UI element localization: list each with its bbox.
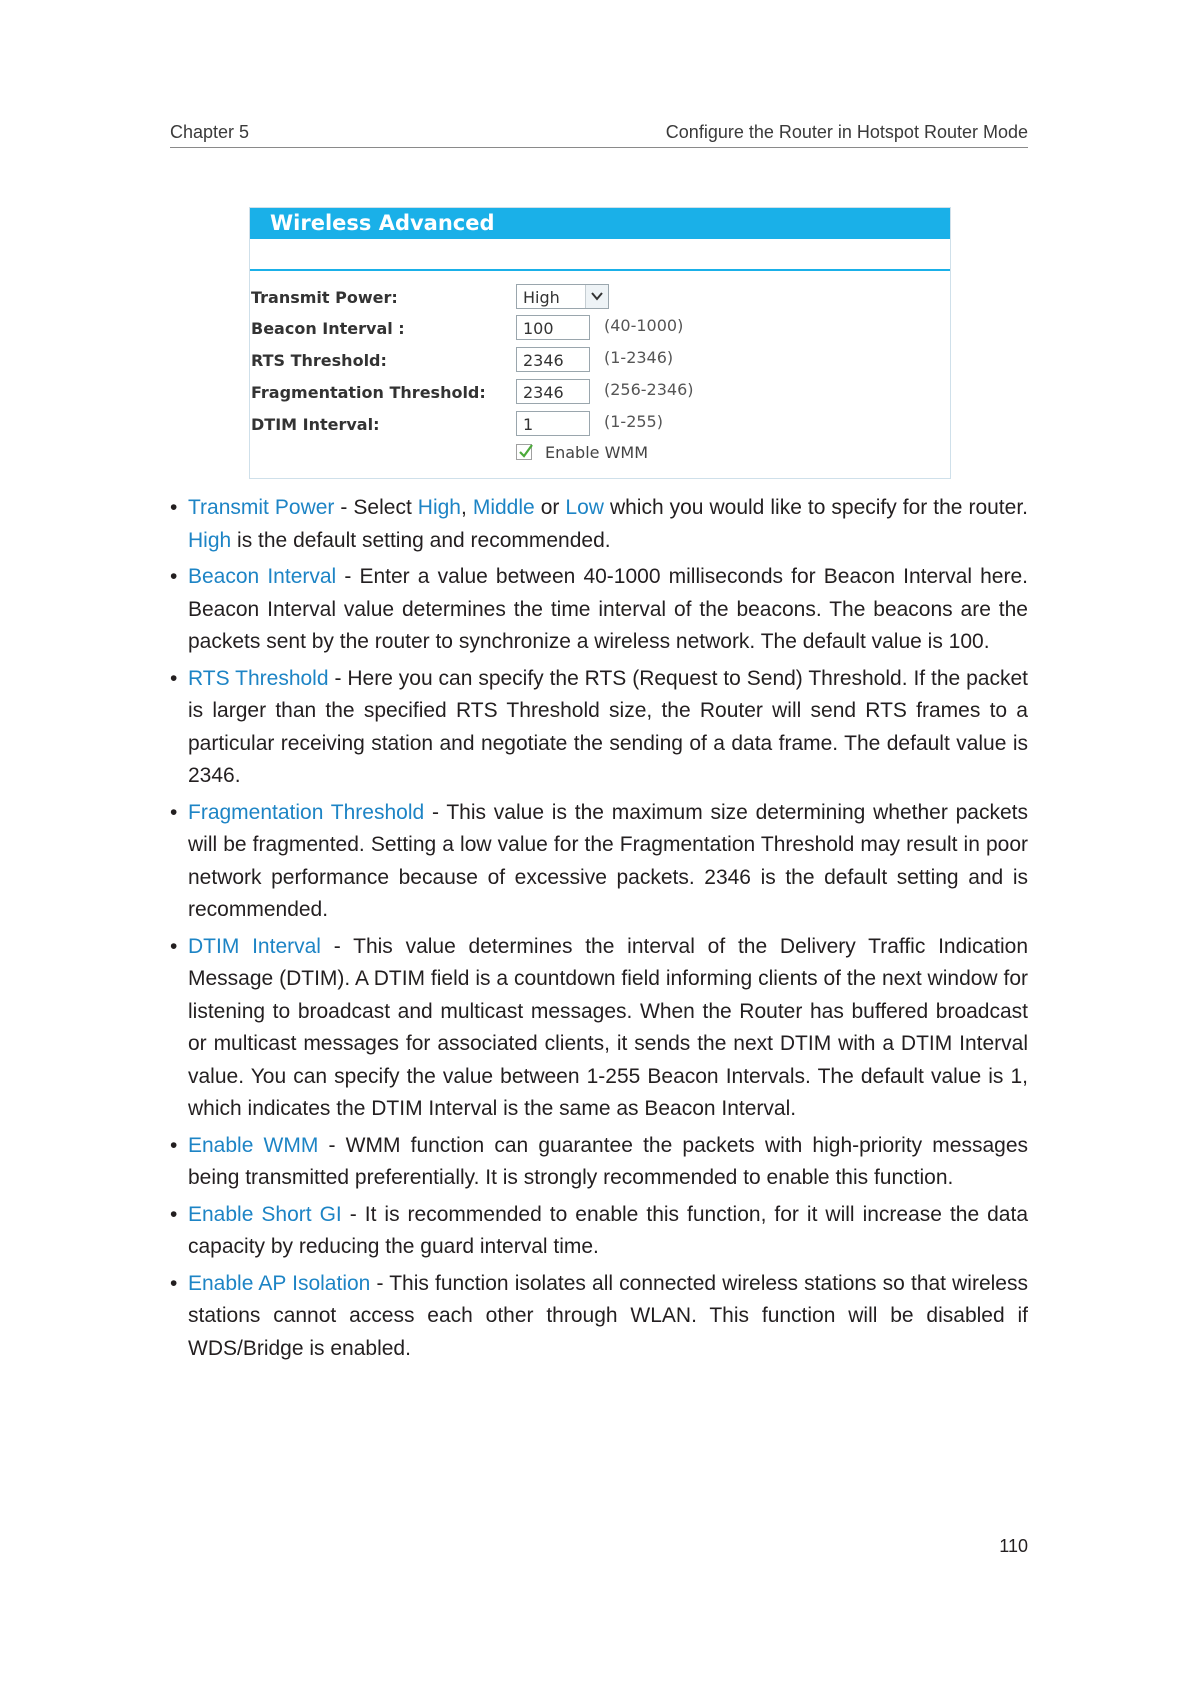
term-beacon-interval: Beacon Interval <box>188 565 337 588</box>
rts-threshold-range: (1-2346) <box>604 348 674 367</box>
fragmentation-threshold-row <box>250 379 950 405</box>
item-text: - This value is the maximum size determining whether packets will be fragmented. Setting a low value for the Fragmentation Threshold may result in poor network performance because of excessive packets. 2346 is the default setting and is recommended. <box>188 800 1028 921</box>
list-item-rts-threshold <box>170 663 1028 793</box>
item-text: - This function isolates all connected wireless stations so that wireless stations cannot access each other through WLAN. This function will be disabled if WDS/Bridge is enabled. <box>188 1271 1028 1360</box>
item-text: - Select <box>334 496 418 519</box>
bullet: • <box>170 496 178 519</box>
beacon-interval-row <box>250 315 950 341</box>
bullet: • <box>170 934 178 958</box>
rts-threshold-input[interactable]: 2346 <box>516 347 590 372</box>
beacon-interval-label: Beacon Interval : <box>251 319 405 338</box>
term-fragmentation-threshold: Fragmentation Threshold <box>188 800 425 824</box>
keyword-high-default: High <box>188 528 232 552</box>
list-item-transmit-power <box>170 492 1028 557</box>
fragmentation-threshold-label: Fragmentation Threshold: <box>251 383 486 402</box>
rts-threshold-row <box>250 347 950 373</box>
panel-title: Wireless Advanced <box>250 208 950 239</box>
chevron-down-icon <box>591 292 603 301</box>
fragmentation-threshold-range: (256-2346) <box>604 380 694 399</box>
list-item-enable-ap-isolation <box>170 1268 1028 1366</box>
dtim-interval-row <box>250 411 950 437</box>
dropdown-arrow[interactable] <box>585 285 608 308</box>
item-text: - Here you can specify the RTS (Request to Send) Threshold. If the packet is larger than the specified RTS Threshold size, the Router will send RTS frames to a particular receiving station and negotiate the sending of a data frame. The default value is 2346. <box>188 666 1028 787</box>
item-text: - WMM function can guarantee the packets with high-priority messages being transmitted preferentially. It is strongly recommended to enable this function. <box>188 1133 1029 1189</box>
dtim-interval-input[interactable]: 1 <box>516 411 590 436</box>
list-item-beacon-interval <box>170 561 1028 659</box>
list-item-fragmentation-threshold <box>170 797 1028 927</box>
bullet: • <box>170 800 178 824</box>
page-number: 110 <box>999 1536 1028 1556</box>
transmit-power-row <box>250 284 950 310</box>
term-rts-threshold: RTS Threshold <box>188 666 329 690</box>
checkmark-icon <box>518 442 534 460</box>
beacon-interval-range: (40-1000) <box>604 316 684 335</box>
term-enable-ap-isolation: Enable AP Isolation <box>188 1271 371 1295</box>
fragmentation-threshold-input[interactable]: 2346 <box>516 379 590 404</box>
rts-threshold-label: RTS Threshold: <box>251 351 387 370</box>
keyword-low: Low <box>565 496 604 519</box>
enable-wmm-checkbox[interactable] <box>516 444 532 460</box>
bullet: • <box>170 1133 178 1157</box>
transmit-power-value: High <box>523 288 560 307</box>
item-text: - Enter a value between 40-1000 milliseconds for Beacon Interval here. Beacon Interval value determines the time interval of the beacons. The beacons are the packets sent by the router to synchronize a wireless network. The default value is 100. <box>188 565 1028 653</box>
dtim-interval-range: (1-255) <box>604 412 663 431</box>
item-text: is the default setting and recommended. <box>231 528 611 552</box>
keyword-middle: Middle <box>472 496 535 519</box>
beacon-interval-input[interactable]: 100 <box>516 315 590 340</box>
transmit-power-select[interactable] <box>516 284 609 309</box>
bullet: • <box>170 565 178 588</box>
bullet: • <box>170 1271 178 1295</box>
list-item-dtim-interval <box>170 931 1028 1126</box>
item-text: - It is recommended to enable this function, for it will increase the data capacity by reducing the guard interval time. <box>188 1202 1028 1258</box>
wireless-advanced-panel <box>249 207 951 479</box>
term-transmit-power: Transmit Power <box>188 496 335 519</box>
enable-wmm-label: Enable WMM <box>545 443 649 462</box>
item-text: - This value determines the interval of the Delivery Traffic Indication Message (DTIM). A DTIM field is a countdown field informing clients of the next window for listening to broadcast and multicast messages. When the Router has buffered broadcast or multicast messages for associated clients, it sends the next DTIM with a DTIM Interval value. You can specify the value between 1-255 Beacon Intervals. The default value is 1, which indicates the DTIM Interval is the same as Beacon Interval. <box>188 934 1028 1120</box>
keyword-high: High <box>417 496 461 519</box>
section-title: Configure the Router in Hotspot Router Mode <box>665 122 1028 142</box>
term-enable-short-gi: Enable Short GI <box>188 1202 342 1226</box>
list-item-enable-short-gi <box>170 1199 1028 1264</box>
running-header <box>170 120 1028 148</box>
transmit-power-label: Transmit Power: <box>251 288 398 307</box>
bullet: • <box>170 1202 178 1226</box>
item-text: or <box>534 496 566 519</box>
bullet: • <box>170 666 178 690</box>
item-text: which you would like to specify for the router. <box>603 496 1028 519</box>
panel-divider <box>250 269 950 271</box>
list-item-enable-wmm <box>170 1130 1028 1195</box>
item-text: , <box>461 496 473 519</box>
settings-description-list <box>170 492 1028 1369</box>
dtim-interval-label: DTIM Interval: <box>251 415 380 434</box>
term-enable-wmm: Enable WMM <box>188 1133 319 1157</box>
chapter-label: Chapter 5 <box>170 122 250 142</box>
term-dtim-interval: DTIM Interval <box>188 934 321 958</box>
